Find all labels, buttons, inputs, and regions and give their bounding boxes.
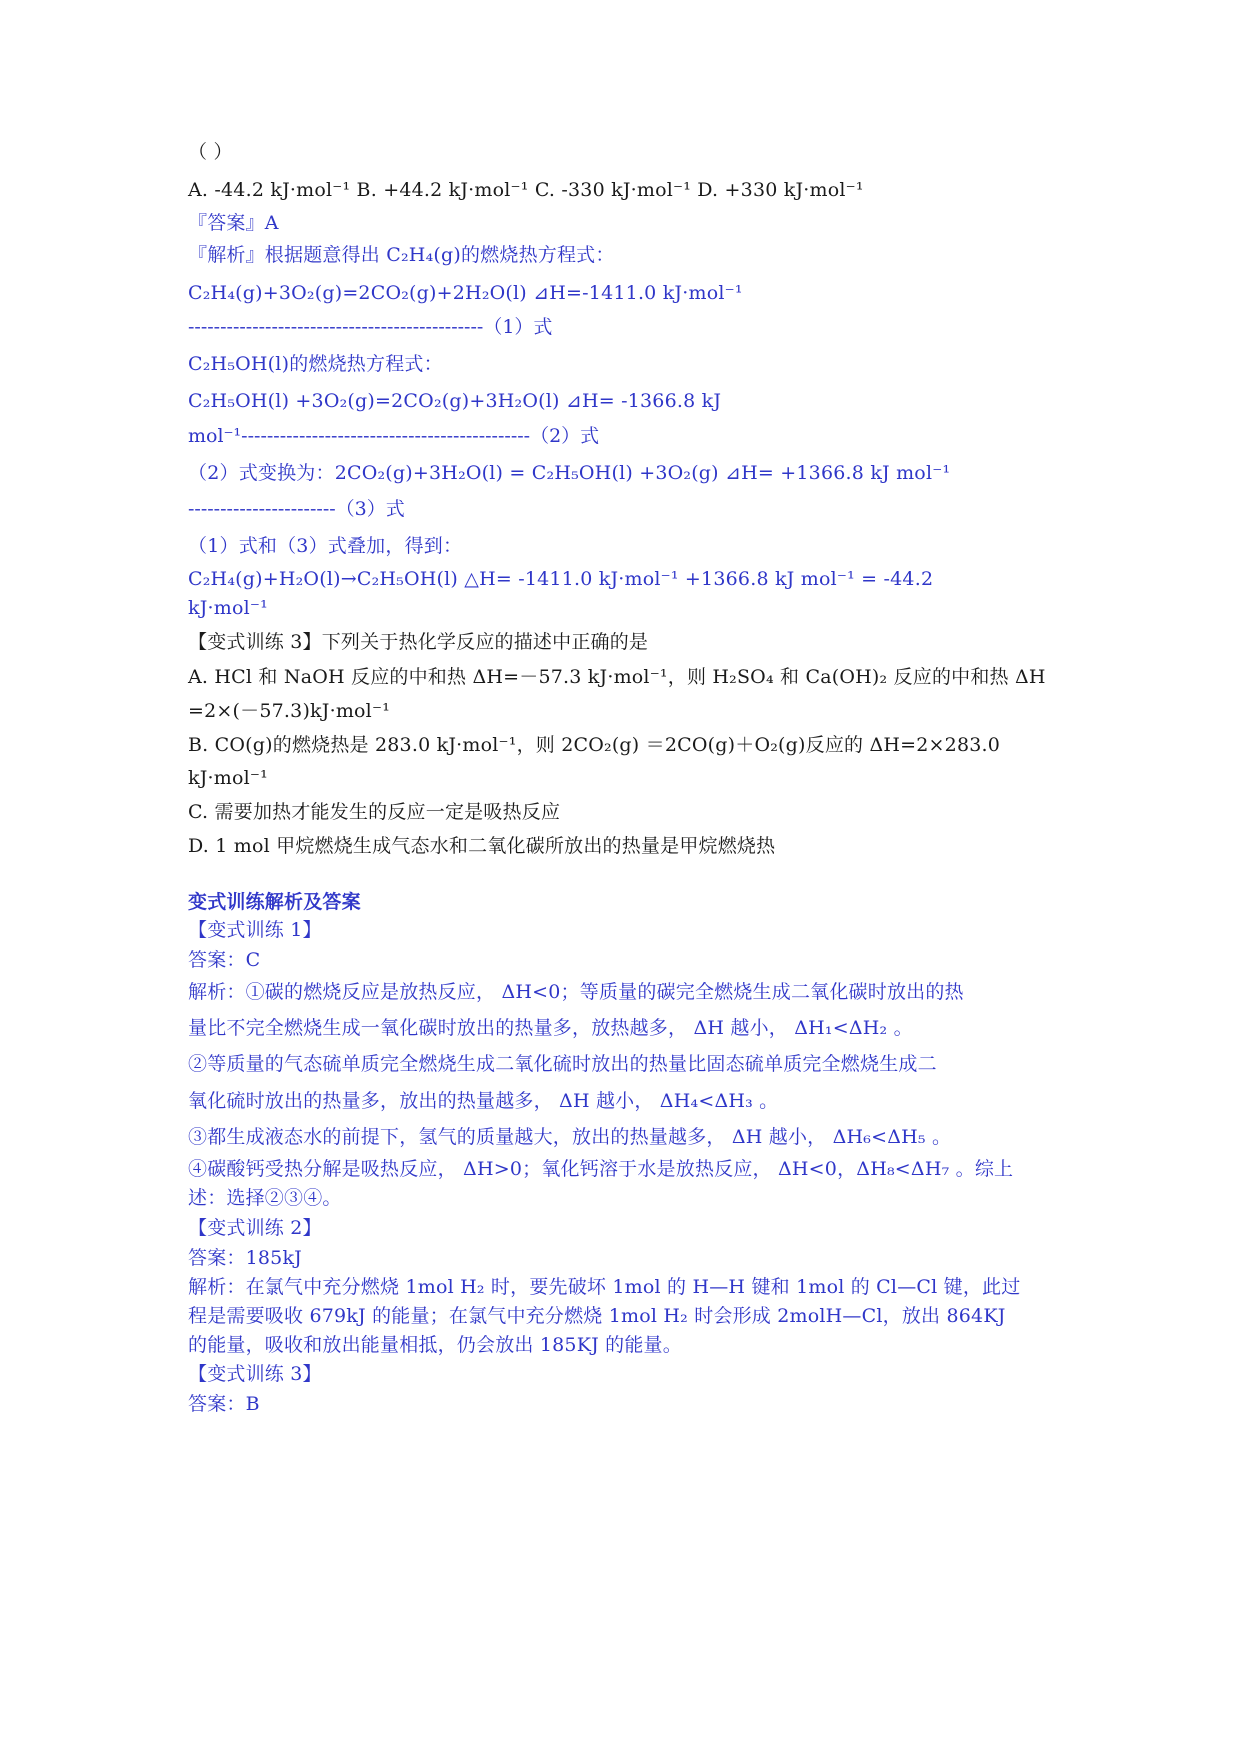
solution-2-title: 【变式训练 2】 <box>188 1217 322 1239</box>
solution-2-line: 程是需要吸收 679kJ 的能量；在氯气中充分燃烧 1mol H₂ 时会形成 2molH—Cl，放出 864KJ <box>188 1305 1006 1327</box>
question-3-option-b-cont: kJ·mol⁻¹ <box>188 767 268 789</box>
solution-1-title: 【变式训练 1】 <box>188 919 322 941</box>
equation-3-tag: -----------------------（3）式 <box>188 498 405 520</box>
sum-unit: kJ·mol⁻¹ <box>188 597 268 619</box>
solution-1-answer: 答案：C <box>188 949 261 971</box>
solution-1-line: 解析：①碳的燃烧反应是放热反应， ΔH<0；等质量的碳完全燃烧生成二氧化碳时放出的热 <box>188 981 964 1003</box>
solution-1-line: 量比不完全燃烧生成一氧化碳时放出的热量多，放热越多， ΔH 越小， ΔH₁<ΔH₂ 。 <box>188 1017 913 1039</box>
equation-1-tag: ----------------------------------------------（1）式 <box>188 316 553 338</box>
equation-2: C₂H₅OH(l) +3O₂(g)=2CO₂(g)+3H₂O(l) ⊿H= -1366.8 kJ <box>188 390 722 412</box>
solution-1-line: ④碳酸钙受热分解是吸热反应， ΔH>0；氧化钙溶于水是放热反应， ΔH<0，ΔH₈<ΔH₇ 。综上 <box>188 1158 1014 1180</box>
solution-2-line: 的能量，吸收和放出能量相抵，仍会放出 185KJ 的能量。 <box>188 1334 682 1356</box>
answer-label: 『答案』A <box>188 212 279 234</box>
solution-2-line: 解析：在氯气中充分燃烧 1mol H₂ 时，要先破坏 1mol 的 H—H 键和 1mol 的 Cl—Cl 键，此过 <box>188 1276 1021 1298</box>
solution-1-line: ③都生成液态水的前提下，氢气的质量越大，放出的热量越多， ΔH 越小， ΔH₆<ΔH₅ 。 <box>188 1126 952 1148</box>
solution-3-title: 【变式训练 3】 <box>188 1363 322 1385</box>
question-3-option-a: A. HCl 和 NaOH 反应的中和热 ΔH=－57.3 kJ·mol⁻¹，则 H₂SO₄ 和 Ca(OH)₂ 反应的中和热 ΔH <box>188 666 1046 688</box>
equation-2-tag: mol⁻¹---------------------------------------------（2）式 <box>188 425 600 447</box>
analysis-intro: 『解析』根据题意得出 C₂H₄(g)的燃烧热方程式： <box>188 244 615 266</box>
solution-2-answer: 答案：185kJ <box>188 1247 302 1269</box>
question-3-option-c: C. 需要加热才能发生的反应一定是吸热反应 <box>188 801 561 823</box>
equation-3: （2）式变换为：2CO₂(g)+3H₂O(l) = C₂H₅OH(l) +3O₂(g) ⊿H= +1366.8 kJ mol⁻¹ <box>188 462 951 484</box>
sum-equation: C₂H₄(g)+H₂O(l)→C₂H₅OH(l) △H= -1411.0 kJ·mol⁻¹ +1366.8 kJ mol⁻¹ = -44.2 <box>188 568 934 590</box>
solution-1-line: 氧化硫时放出的热量多，放出的热量越多， ΔH 越小， ΔH₄<ΔH₃ 。 <box>188 1090 779 1112</box>
solution-3-answer: 答案：B <box>188 1393 260 1415</box>
solution-1-line: ②等质量的气态硫单质完全燃烧生成二氧化硫时放出的热量比固态硫单质完全燃烧生成二 <box>188 1053 937 1075</box>
question-3-option-d: D. 1 mol 甲烷燃烧生成气态水和二氧化碳所放出的热量是甲烷燃烧热 <box>188 835 776 857</box>
equation-2-intro: C₂H₅OH(l)的燃烧热方程式： <box>188 353 443 375</box>
question-3-title: 【变式训练 3】下列关于热化学反应的描述中正确的是 <box>188 631 649 653</box>
solution-1-line: 述：选择②③④。 <box>188 1187 342 1209</box>
option-line: A. -44.2 kJ·mol⁻¹ B. +44.2 kJ·mol⁻¹ C. -330 kJ·mol⁻¹ D. +330 kJ·mol⁻¹ <box>188 179 864 201</box>
question-3-option-b: B. CO(g)的燃烧热是 283.0 kJ·mol⁻¹，则 2CO₂(g) ＝2CO(g)＋O₂(g)反应的 ΔH=2×283.0 <box>188 734 1001 756</box>
equation-1: C₂H₄(g)+3O₂(g)=2CO₂(g)+2H₂O(l) ⊿H=-1411.0 kJ·mol⁻¹ <box>188 282 743 304</box>
solutions-heading: 变式训练解析及答案 <box>188 891 361 913</box>
answer-paren: （ ） <box>188 141 233 163</box>
sum-intro: （1）式和（3）式叠加，得到： <box>188 535 463 557</box>
question-3-option-a-cont: =2×(－57.3)kJ·mol⁻¹ <box>188 700 391 722</box>
